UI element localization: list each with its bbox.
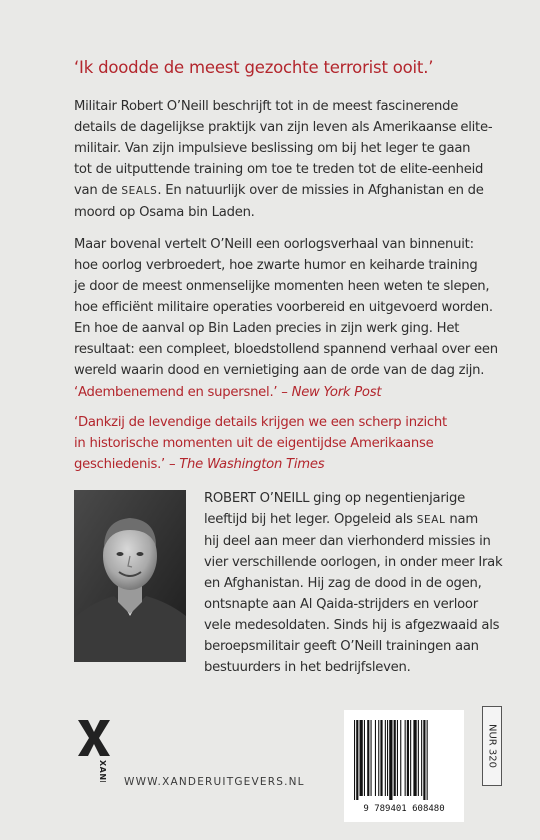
text-line: en Afghanistan. Hij zag de dood in de ogen, (204, 576, 482, 591)
isbn-barcode (344, 710, 464, 822)
barcode-bar (423, 720, 425, 800)
review-source: The Washington Times (179, 457, 325, 472)
review-line: in historische momenten uit de eigentijdse Amerikaanse (74, 436, 434, 451)
barcode-bar (371, 720, 372, 796)
author-photo (74, 490, 186, 662)
text-fragment: ging op negentienjarige (309, 491, 465, 506)
barcode-bar (378, 720, 379, 796)
barcode-bar (410, 720, 411, 796)
barcode-bar (413, 720, 416, 796)
text-line: tot de uitputtende training om toe te treden tot de elite-eenheid (74, 162, 484, 177)
text-line: vele medesoldaten. Sinds hij is afgezwaaid als (204, 618, 500, 633)
text-line: hoe oorlog verbroedert, hoe zwarte humor en keiharde training (74, 258, 478, 273)
text-line: bestuurders in het bedrijfsleven. (204, 660, 411, 675)
text-line: En hoe de aanval op Bin Laden precies in zijn werk ging. Het (74, 321, 460, 336)
nur-code-box (482, 706, 502, 786)
review-quote-washington-times (74, 412, 514, 475)
barcode-bar (418, 720, 419, 796)
text-line: details de dagelijkse praktijk van zijn leven als Amerikaanse elite- (74, 120, 493, 135)
barcode-bar (400, 720, 401, 796)
isbn-number: 9 789401 608480 (363, 804, 445, 814)
text-line (204, 488, 504, 509)
seal-small-caps: SEAL (416, 514, 446, 526)
text-line: wereld waarin dood en vernietiging aan de orde van de dag zijn. (74, 363, 485, 378)
logo-wordmark: XANDER (98, 760, 107, 782)
review-line: ‘Dankzij de levendige details krijgen we een scherp inzicht (74, 415, 447, 430)
review-quote-new-york-post (74, 382, 514, 403)
text-fragment: nam (445, 512, 478, 527)
barcode-bar (375, 720, 376, 796)
barcode-bar (387, 720, 388, 796)
barcode-graphic (350, 718, 458, 814)
text-line: Militair Robert O’Neill beschrijft tot in de meest fascinerende (74, 99, 459, 114)
barcode-bar (380, 720, 382, 796)
barcode-bar (364, 720, 365, 796)
nur-code: NUR 320 (486, 723, 498, 769)
barcode-bar (405, 720, 406, 796)
text-line: hoe efficiënt militaire operaties voorbereid en uitgevoerd worden. (74, 300, 493, 315)
barcode-bar (394, 720, 396, 796)
text-fragment: . En natuurlijk over de missies in Afghanistan en de (157, 183, 484, 198)
text-fragment: van de (74, 183, 122, 198)
text-line: beroepsmilitair geeft O’Neill trainingen aan (204, 639, 479, 654)
review-text: geschiedenis.’ – (74, 457, 180, 472)
text-line (204, 509, 504, 531)
author-biography (204, 488, 504, 678)
text-line: vier verschillende oorlogen, in onder meer Irak (204, 555, 503, 570)
barcode-bar (397, 720, 398, 796)
barcode-bar (407, 720, 409, 796)
text-line: je door de meest onmenselijke momenten heen weten te slepen, (74, 279, 490, 294)
headline-quote: ‘Ik doodde de meest gezochte terrorist ooit.’ (74, 58, 434, 77)
review-line (74, 454, 514, 475)
xander-logo-icon (76, 718, 112, 782)
review-text: ‘Adembenemend en supersnel.’ – (74, 385, 292, 400)
barcode-bar (367, 720, 369, 796)
text-line: hij deel aan meer dan vierhonderd missies in (204, 534, 491, 549)
barcode-bar (360, 720, 363, 796)
seals-small-caps: SEALS (121, 185, 158, 197)
text-line: ontsnapte aan Al Qaida-strijders en verloor (204, 597, 478, 612)
synopsis-paragraph-2 (74, 234, 514, 381)
text-line: resultaat: een compleet, bloedstollend spannend verhaal over een (74, 342, 498, 357)
text-line: militair. Van zijn impulsieve beslissing om bij het leger te gaan (74, 141, 471, 156)
text-fragment: leeftijd bij het leger. Opgeleid als (204, 512, 417, 527)
barcode-bar (356, 720, 358, 800)
barcode-bar (421, 720, 422, 796)
text-line (74, 180, 514, 202)
publisher-website: WWW.XANDERUITGEVERS.NL (124, 776, 305, 788)
review-source: New York Post (291, 385, 382, 400)
barcode-bar (354, 720, 355, 800)
author-name: ROBERT O’NEILL (204, 491, 310, 506)
synopsis-paragraph-1 (74, 96, 514, 223)
barcode-bar (389, 720, 392, 800)
text-line: Maar bovenal vertelt O’Neill een oorlogsverhaal van binnenuit: (74, 237, 474, 252)
barcode-bar (385, 720, 386, 796)
text-line: moord op Osama bin Laden. (74, 205, 255, 220)
barcode-bar (427, 720, 428, 800)
